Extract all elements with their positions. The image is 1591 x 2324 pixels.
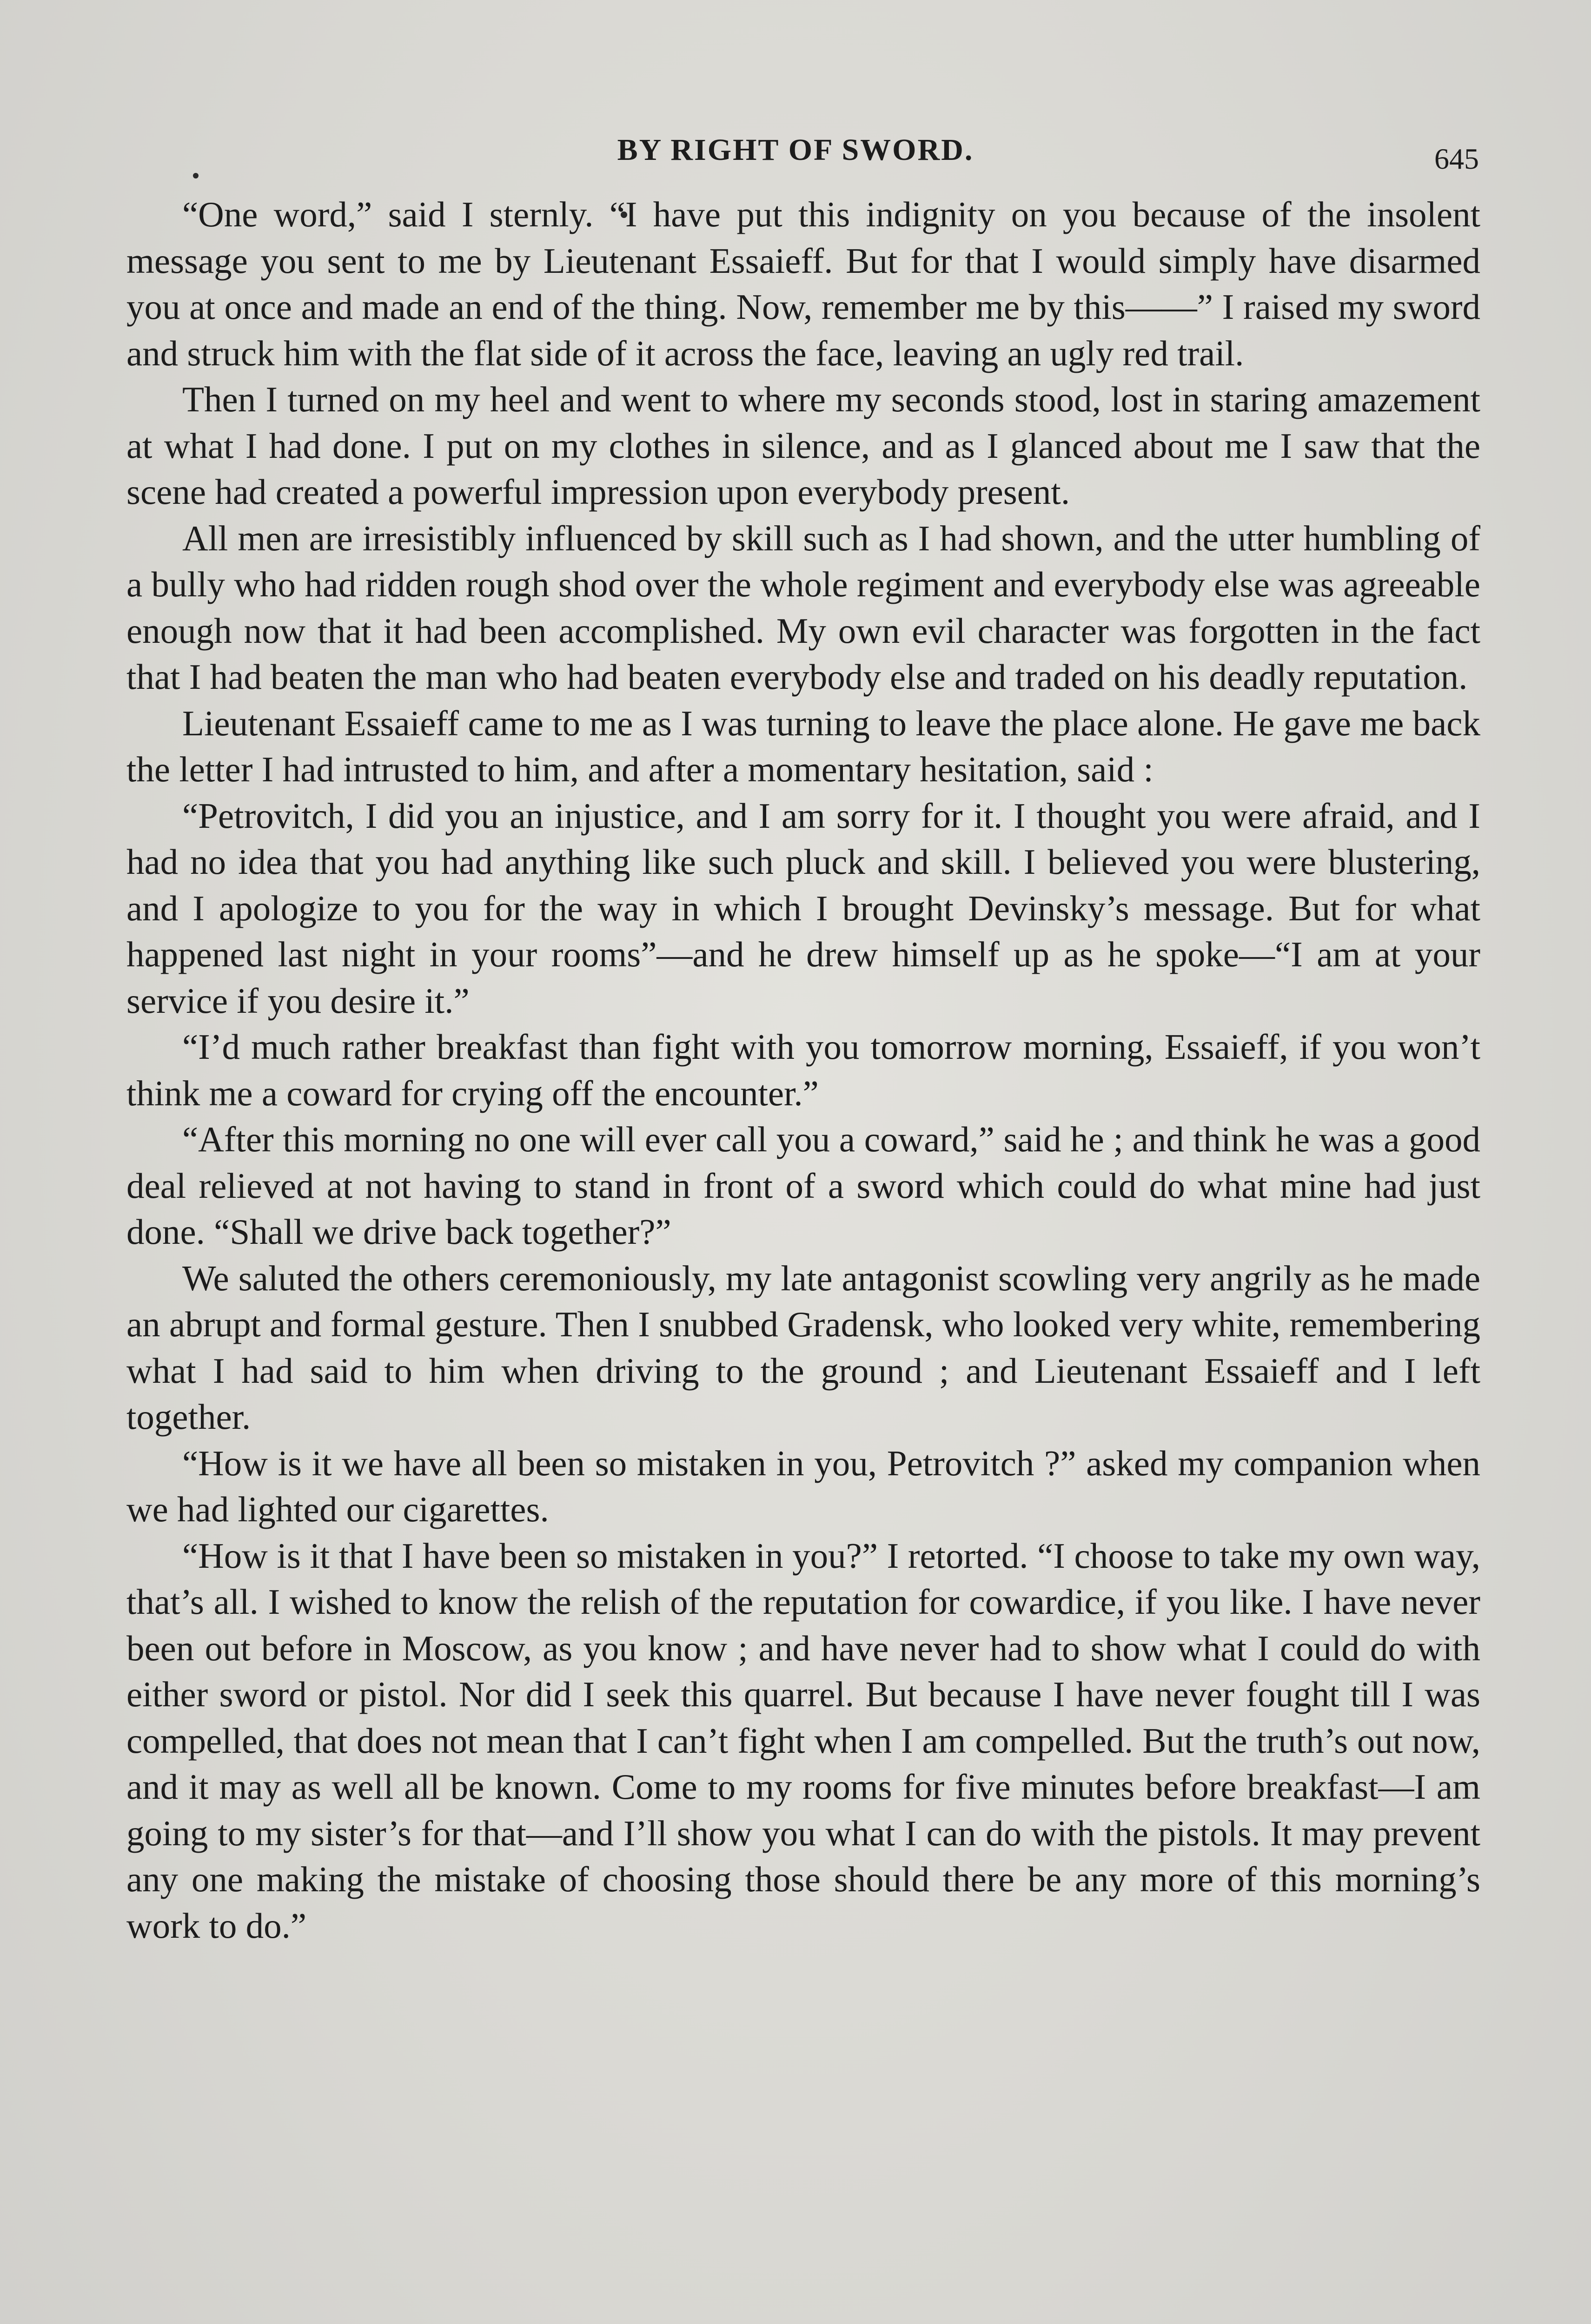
paragraph: “How is it we have all been so mistaken in you, Petrovitch ?” asked my companion when we had lighted our cigarettes. (126, 1443, 1480, 1529)
paragraph: “One word,” said I sternly. “I have put this indignity on you because of the insolent message you sent to me by Lieutenant Essaieff. But for that I would simply have disarmed you at once and made an end of the thing. Now, remember me by this——” I raised my sword and struck him with the flat side of it across the face, leaving an ugly red trail. (126, 194, 1480, 373)
paragraph: “I’d much rather breakfast than fight with you tomorrow morning, Essaieff, if you won’t think me a coward for crying off the encounter.” (126, 1027, 1480, 1113)
paragraph: Lieutenant Essaieff came to me as I was turning to leave the place alone. He gave me back the letter I had intrusted to him, and after a momentary hesitation, said : (126, 703, 1480, 789)
paragraph: “How is it that I have been so mistaken in you?” I retorted. “I choose to take my own way, that’s all. I wished to know the relish of the reputation for cowardice, if you like. I have never been out before in Moscow, as you know ; and have never had to show what I could do with either sword or pistol. Nor did I seek this quarrel. But because I have never fought till I was compelled, that does not mean that I can’t fight when I am compelled. But the truth’s out now, and it may as well all be known. Come to my rooms for five minutes before breakfast—I am going to my sister’s for that—and I’ll show you what I can do with the pistols. It may prevent any one making the mistake of choosing those should there be any more of this morning’s work to do.” (126, 1535, 1480, 1946)
paragraph: We saluted the others ceremoniously, my late antagonist scowling very angrily as he made an abrupt and formal gesture. Then I snubbed Gradensk, who looked very white, remembering what I had said to him when driving to the ground ; and Lieutenant Essaieff and I left together. (126, 1258, 1480, 1437)
page-number: 645 (1434, 142, 1479, 175)
paragraph: Then I turned on my heel and went to where my seconds stood, lost in staring amazement at what I had done. I put on my clothes in silence, and as I glanced about me I saw that the scene had created a powerful impression upon everybody present. (126, 379, 1480, 512)
paragraph: “Petrovitch, I did you an injustice, and I am sorry for it. I thought you were afraid, and I had no idea that you had anything like such pluck and skill. I believed you were blustering, and I apologize to you for the way in which I brought Devinsky’s message. But for what happened last night in your rooms”—and he drew himself up as he spoke—“I am at your service if you desire it.” (126, 795, 1480, 1021)
running-title: BY RIGHT OF SWORD. (617, 133, 974, 167)
paragraph: All men are irresistibly influenced by skill such as I had shown, and the utter humbling of a bully who had ridden rough shod over the whole regiment and everybody else was agreeable enough now that it had been accomplished. My own evil character was forgotten in the fact that I had beaten the man who had beaten everybody else and traded on his deadly reputation. (126, 518, 1480, 697)
body-text (126, 191, 1480, 1949)
paragraph: “After this morning no one will ever call you a coward,” said he ; and think he was a good deal relieved at not having to stand in front of a sword which could do what mine had just done. “Shall we drive back together?” (126, 1119, 1480, 1252)
ink-speck (193, 173, 199, 178)
